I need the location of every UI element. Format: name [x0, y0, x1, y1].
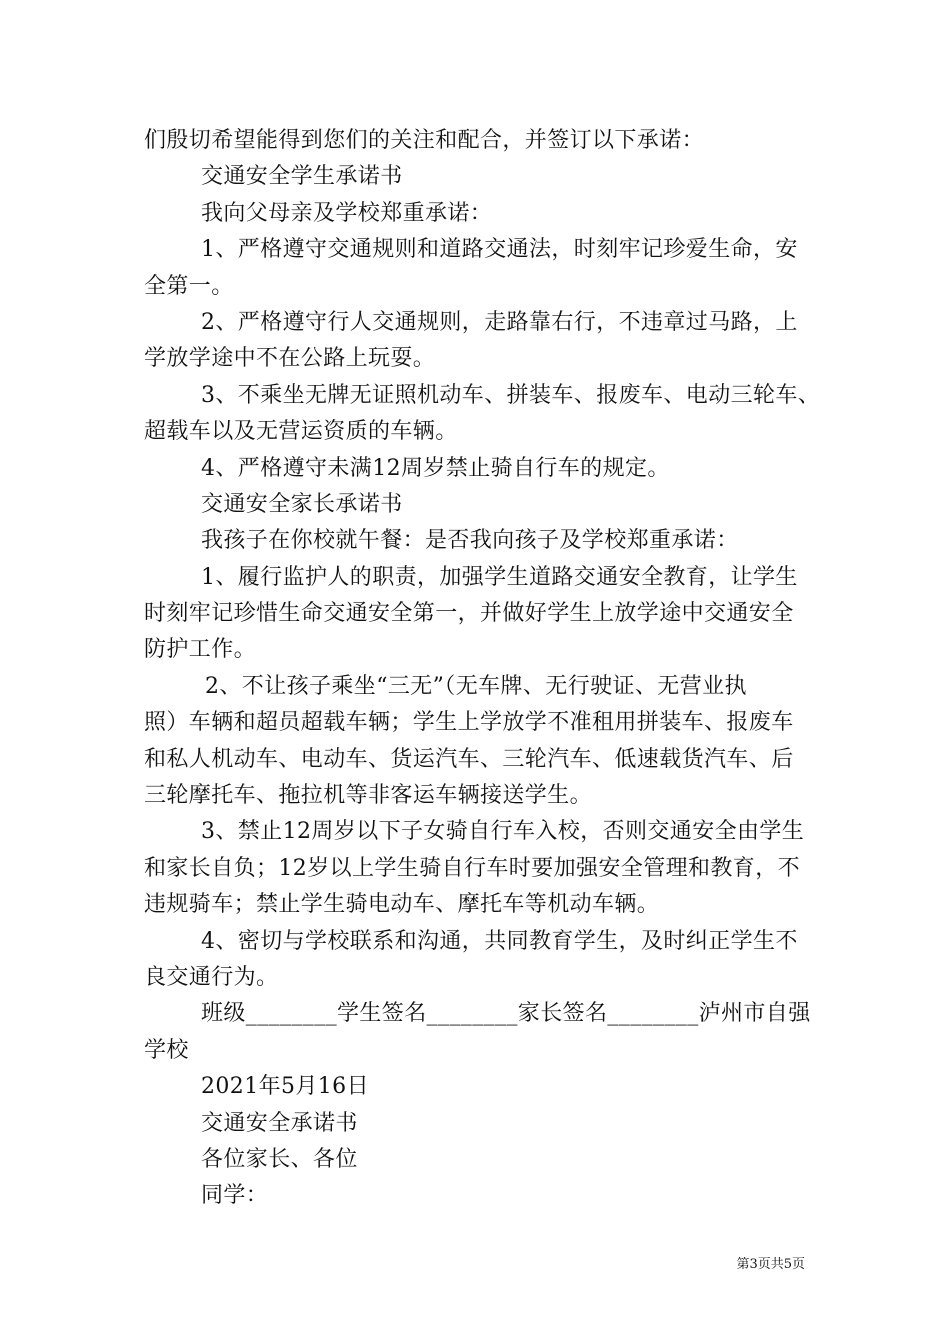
section-title-parent-pledge: 交通安全家长承诺书 [201, 491, 403, 517]
text-line: 3、不乘坐无牌无证照机动车、拼装车、报废车、电动三轮车、 [201, 382, 821, 408]
text-line: 各位家长、各位 [201, 1146, 358, 1172]
text-line: 1、履行监护人的职责，加强学生道路交通安全教育，让学生 [201, 564, 798, 590]
text-line: 们殷切希望能得到您们的关注和配合，并签订以下承诺： [144, 128, 705, 153]
text-line: 超载车以及无营运资质的车辆。 [144, 419, 458, 445]
signature-line: 班级________学生签名________家长签名________泸州市自强 [201, 1001, 811, 1027]
text-line: 全第一。 [144, 273, 234, 299]
text-line: 我向父母亲及学校郑重承诺： [201, 200, 493, 226]
text-line: 1、严格遵守交通规则和道路交通法，时刻牢记珍爱生命，安 [201, 237, 798, 263]
text-line: 学校 [144, 1037, 189, 1063]
text-line: 良交通行为。 [144, 964, 279, 990]
text-line: 照）车辆和超员超载车辆；学生上学放学不准租用拼装车、报废车 [144, 710, 794, 736]
text-line: 3、禁止12周岁以下子女骑自行车入校，否则交通安全由学生 [201, 819, 805, 845]
text-line: 4、密切与学校联系和沟通，共同教育学生，及时纠正学生不 [201, 928, 798, 954]
document-body [144, 123, 824, 1215]
text-line: 4、严格遵守未满12周岁禁止骑自行车的规定。 [201, 455, 670, 481]
section-title-student-pledge: 交通安全学生承诺书 [201, 164, 403, 190]
text-line: 违规骑车；禁止学生骑电动车、摩托车等机动车辆。 [144, 892, 660, 918]
section-title-safety-pledge: 交通安全承诺书 [201, 1110, 358, 1136]
page-number-footer: 第3页共5页 [736, 1257, 805, 1272]
text-line: 学放学途中不在公路上玩耍。 [144, 346, 436, 372]
text-line: 和家长自负；12岁以上学生骑自行车时要加强安全管理和教育，不 [144, 855, 800, 881]
text-line: 同学： [201, 1183, 269, 1209]
text-line: 三轮摩托车、拖拉机等非客运车辆接送学生。 [144, 783, 593, 809]
text-line: 2、严格遵守行人交通规则，走路靠右行，不违章过马路，上 [201, 309, 798, 335]
text-line: 时刻牢记珍惜生命交通安全第一，并做好学生上放学途中交通安全 [144, 601, 794, 627]
text-line: 2、不让孩子乘坐“三无”（无车牌、无行驶证、无营业执 [205, 673, 747, 699]
document-date: 2021年5月16日 [201, 1074, 369, 1100]
text-line: 防护工作。 [144, 637, 257, 663]
text-line: 我孩子在你校就午餐：是否我向孩子及学校郑重承诺： [201, 528, 739, 554]
text-line: 和私人机动车、电动车、货运汽车、三轮汽车、低速载货汽车、后 [144, 746, 794, 772]
